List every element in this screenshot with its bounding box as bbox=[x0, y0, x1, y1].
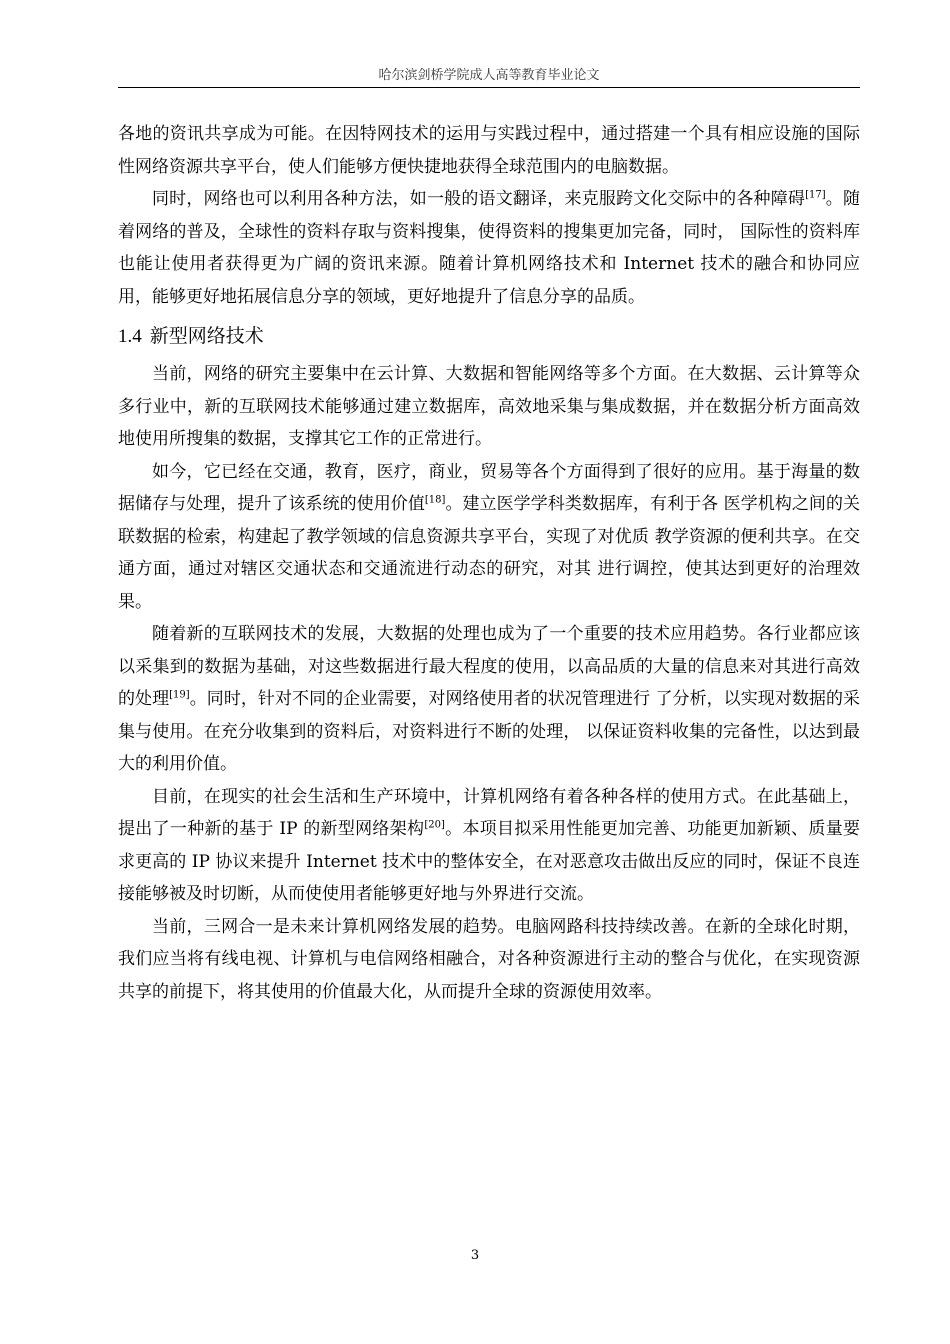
paragraph-text: 如今，它已经在交通，教育，医疗，商业，贸易等各个方面得到了很好的应用。基于海量的数据储存与处理，提升了该系统的使用价值 bbox=[118, 461, 860, 514]
header-rule bbox=[118, 87, 860, 88]
paragraph-text: 。随着网络的普及，全球性的资料存取与资料搜集，使得资料的搜集更加完备，同时， 国际性的资料库也能让使用者获得更为广阔的资讯来源。随着计算机网络技术和 Internet 技术的融合和协同应用，能够更好地拓展信息分享的领域，更好地提升了信息分享的品质。 bbox=[118, 189, 860, 307]
paragraph-continued: 各地的资讯共享成为可能。在因特网技术的运用与实践过程中，通过搭建一个具有相应设施的国际性网络资源共享平台，使人们能够方便快捷地获得全球范围内的电脑数据。 bbox=[118, 124, 860, 177]
paragraph-translation bbox=[118, 183, 860, 313]
paragraph-research-focus: 当前，网络的研究主要集中在云计算、大数据和智能网络等多个方面。在大数据、云计算等众多行业中，新的互联网技术能够通过建立数据库，高效地采集与集成数据，并在数据分析方面高效地使用所搜集的数据，支撑其它工作的正常进行。 bbox=[118, 364, 860, 449]
paragraph-text: 随着新的互联网技术的发展，大数据的处理也成为了一个重要的技术应用趋势。各行业都应该以采集到的数据为基础，对这些数据进行最大程度的使用，以高品质的大量的信息来对其进行高效的处理 bbox=[118, 624, 860, 709]
citation-18: [18] bbox=[424, 494, 446, 506]
paragraph-text: 目前，在现实的社会生活和生产环境中，计算机网络有着各种各样的使用方式。在此基础上，提出了一种新的基于 IP 的新型网络架构 bbox=[118, 786, 860, 839]
body-text bbox=[118, 118, 860, 1008]
paragraph-applications bbox=[118, 456, 860, 619]
citation-20: [20] bbox=[424, 819, 445, 831]
paragraph-convergence: 当前，三网合一是未来计算机网络发展的趋势。电脑网路科技持续改善。在新的全球化时期，我们应当将有线电视、计算机与电信网络相融合，对各种资源进行主动的整合与优化，在实现资源共享的前提下，将其使用的价值最大化，从而提升全球的资源使用效率。 bbox=[118, 916, 860, 1002]
paragraph-text: 。本项目拟采用性能更加完善、功能更加新颖、质量要求更高的 IP 协议来提升 Internet 技术中的整体安全，在对恶意攻击做出反应的同时，保证不良连接能够被及时切断，从而使使用者能够更好地与外界进行交流。 bbox=[118, 819, 861, 904]
section-title: 新型网络技术 bbox=[149, 325, 264, 347]
running-header: 哈尔滨剑桥学院成人高等教育毕业论文 bbox=[378, 68, 600, 83]
citation-19: [19] bbox=[169, 689, 190, 701]
section-number: 1.4 bbox=[118, 326, 142, 347]
paragraph-text: 。建立医学学科类数据库，有利于各 医学机构之间的关联数据的检索，构建起了教学领域的信息资源共享平台，实现了对优质 教学资源的便利共享。在交通方面，通过对辖区交通状态和交通流进行动态的研究，对其 进行调控，使其达到更好的治理效果。 bbox=[118, 494, 861, 612]
section-heading bbox=[118, 320, 860, 353]
paragraph-ip-architecture bbox=[118, 781, 860, 911]
paragraph-text: 。同时，针对不同的企业需要，对网络使用者的状况管理进行 了分析，以实现对数据的采集与使用。在充分收集到的资料后，对资料进行不断的处理， 以保证资料收集的完备性，以达到最大的利用价值。 bbox=[118, 689, 861, 774]
citation-17: [17] bbox=[805, 189, 826, 201]
paragraph-big-data bbox=[118, 618, 860, 781]
paragraph-text: 同时，网络也可以利用各种方法，如一般的语文翻译，来克服跨文化交际中的各种障碍 bbox=[152, 189, 806, 209]
page-number: 3 bbox=[470, 1248, 480, 1263]
